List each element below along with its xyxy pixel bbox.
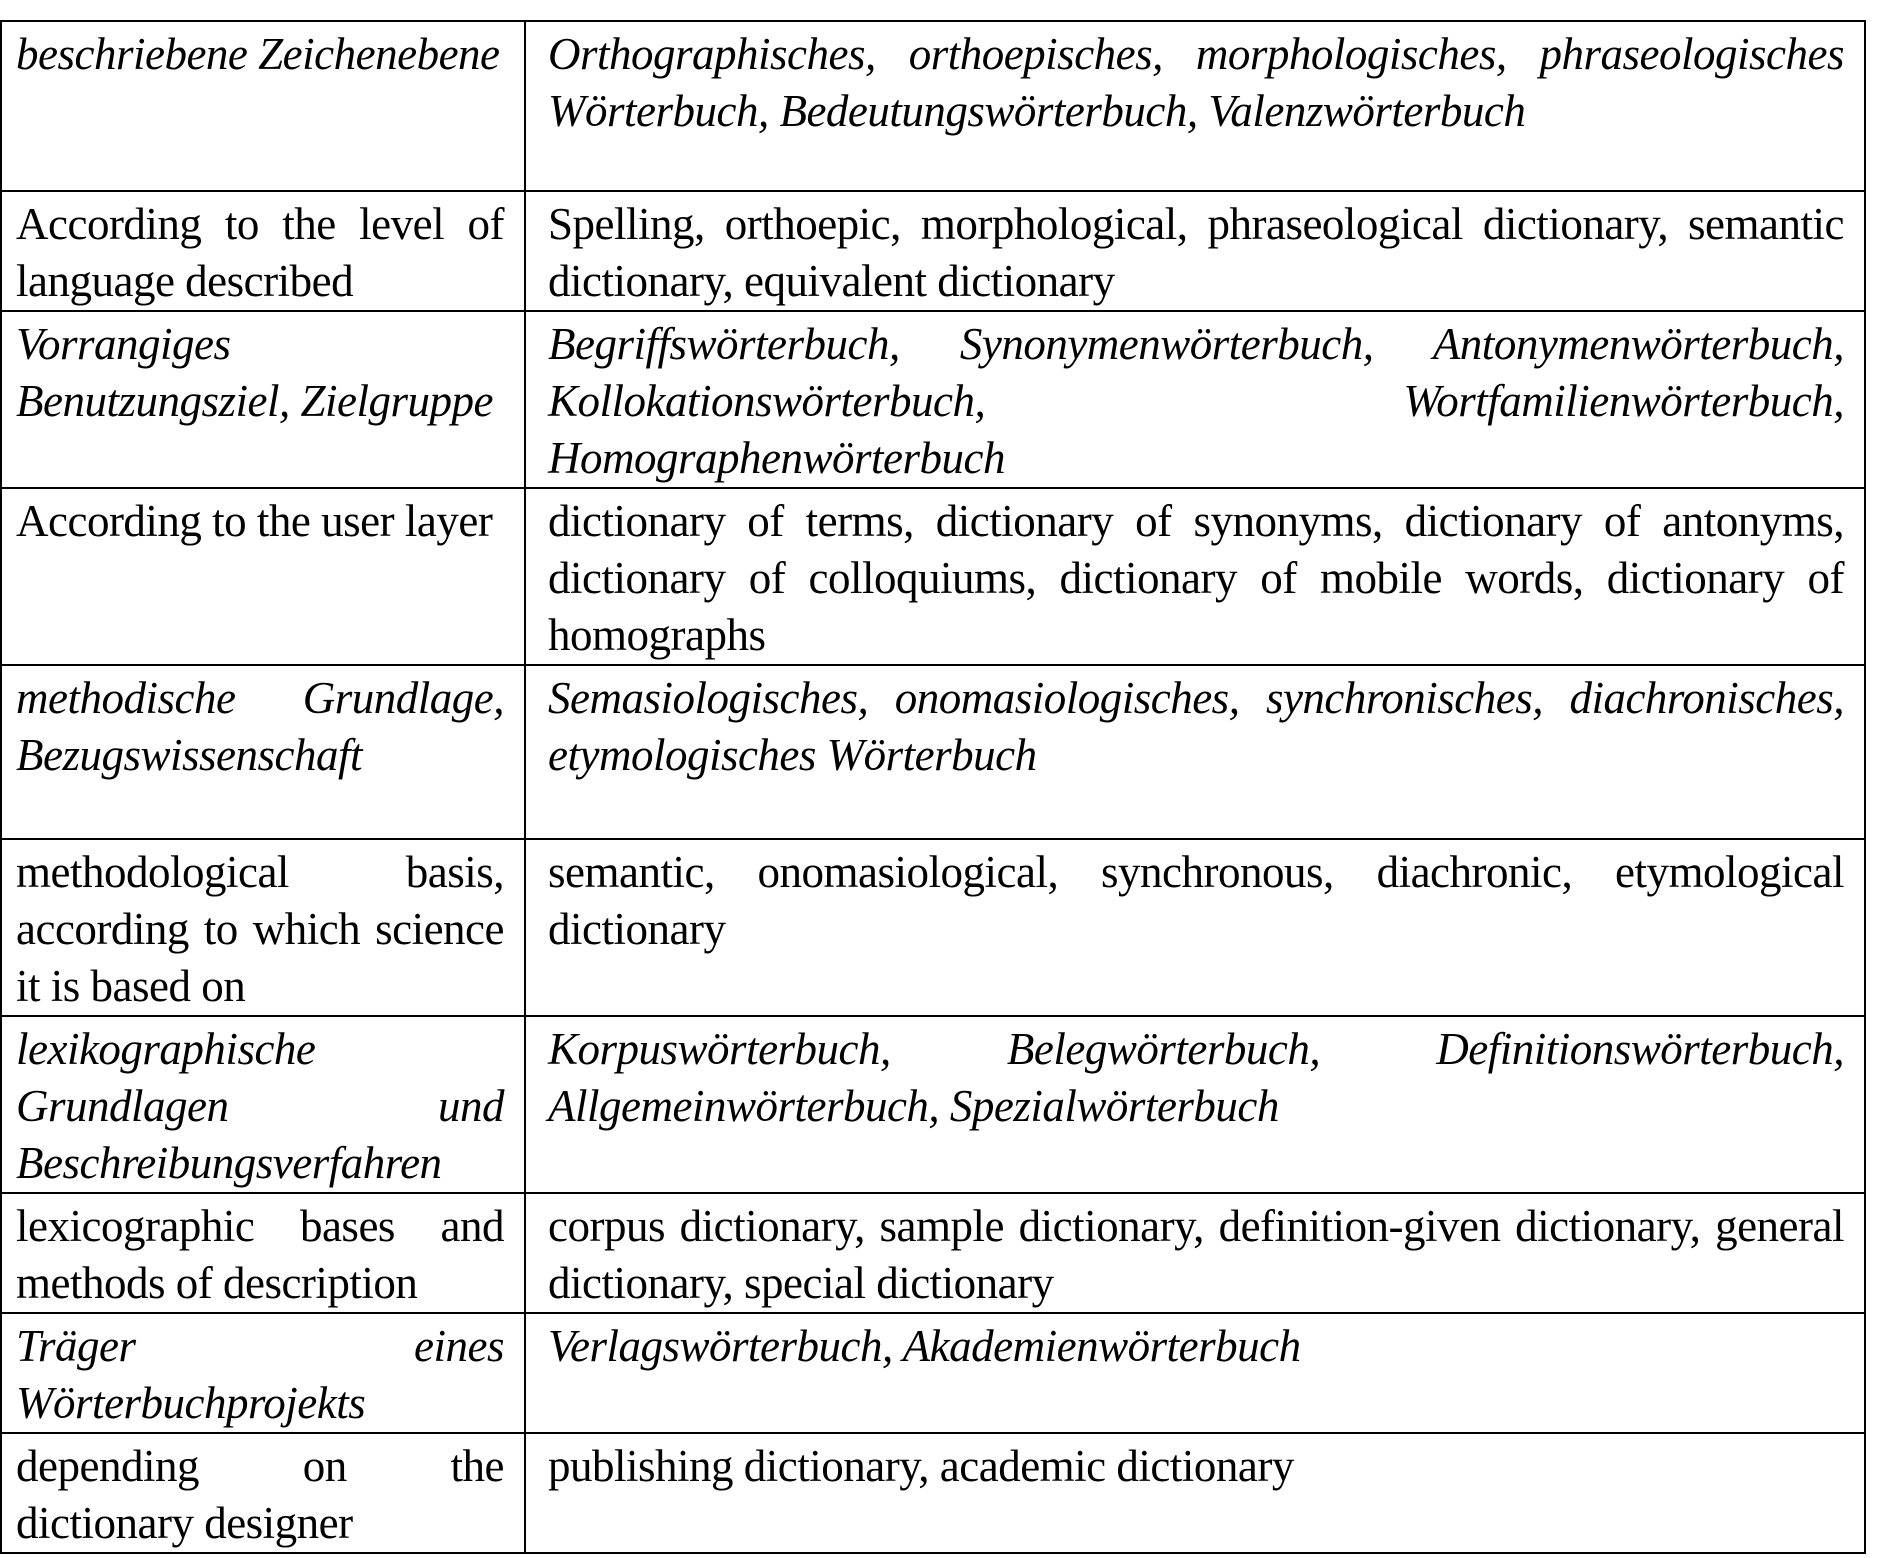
types-cell: publishing dictionary, academic dictionary — [525, 1433, 1865, 1553]
category-cell: Träger eines Wörterbuchprojekts — [1, 1313, 525, 1433]
types-cell: Semasiologisches, onomasiologisches, synchronisches, diachronisches, etymologisches Wörterbuch — [525, 665, 1865, 839]
category-cell: According to the user layer — [1, 488, 525, 665]
types-cell: Begriffswörterbuch, Synonymenwörterbuch, Antonymenwörterbuch, Kollokationswörterbuch, Wortfamilienwörterbuch, Homographenwörterbuch — [525, 311, 1865, 488]
category-cell: According to the level of language described — [1, 191, 525, 311]
types-cell: Orthographisches, orthoepisches, morphologisches, phraseologisches Wörterbuch, Bedeutungswörterbuch, Valenzwörterbuch — [525, 21, 1865, 191]
category-cell: Vorrangiges Benutzungsziel, Zielgruppe — [1, 311, 525, 488]
category-cell: beschriebene Zeichenebene — [1, 21, 525, 191]
table-row — [1, 191, 1865, 311]
types-cell: semantic, onomasiological, synchronous, diachronic, etymological dictionary — [525, 839, 1865, 1016]
category-cell: depending on the dictionary designer — [1, 1433, 525, 1553]
table-row — [1, 311, 1865, 488]
table-row — [1, 1433, 1865, 1553]
category-cell: lexikographische Grundlagen und Beschreibungsverfahren — [1, 1016, 525, 1193]
category-cell: lexicographic bases and methods of description — [1, 1193, 525, 1313]
types-cell: Spelling, orthoepic, morphological, phraseological dictionary, semantic dictionary, equivalent dictionary — [525, 191, 1865, 311]
types-cell: Verlagswörterbuch, Akademienwörterbuch — [525, 1313, 1865, 1433]
category-cell: methodische Grundlage, Bezugswissenschaft — [1, 665, 525, 839]
types-cell: corpus dictionary, sample dictionary, definition-given dictionary, general dictionary, special dictionary — [525, 1193, 1865, 1313]
table-row — [1, 1193, 1865, 1313]
table-row — [1, 1016, 1865, 1193]
types-cell: dictionary of terms, dictionary of synonyms, dictionary of antonyms, dictionary of colloquiums, dictionary of mobile words, dictionary of homographs — [525, 488, 1865, 665]
table-row — [1, 839, 1865, 1016]
table-row — [1, 665, 1865, 839]
table-row — [1, 21, 1865, 191]
types-cell: Korpuswörterbuch, Belegwörterbuch, Definitionswörterbuch, Allgemeinwörterbuch, Spezialwörterbuch — [525, 1016, 1865, 1193]
dictionary-classification-table — [0, 20, 1866, 1554]
table-row — [1, 488, 1865, 665]
table-row — [1, 1313, 1865, 1433]
category-cell: methodological basis, according to which science it is based on — [1, 839, 525, 1016]
